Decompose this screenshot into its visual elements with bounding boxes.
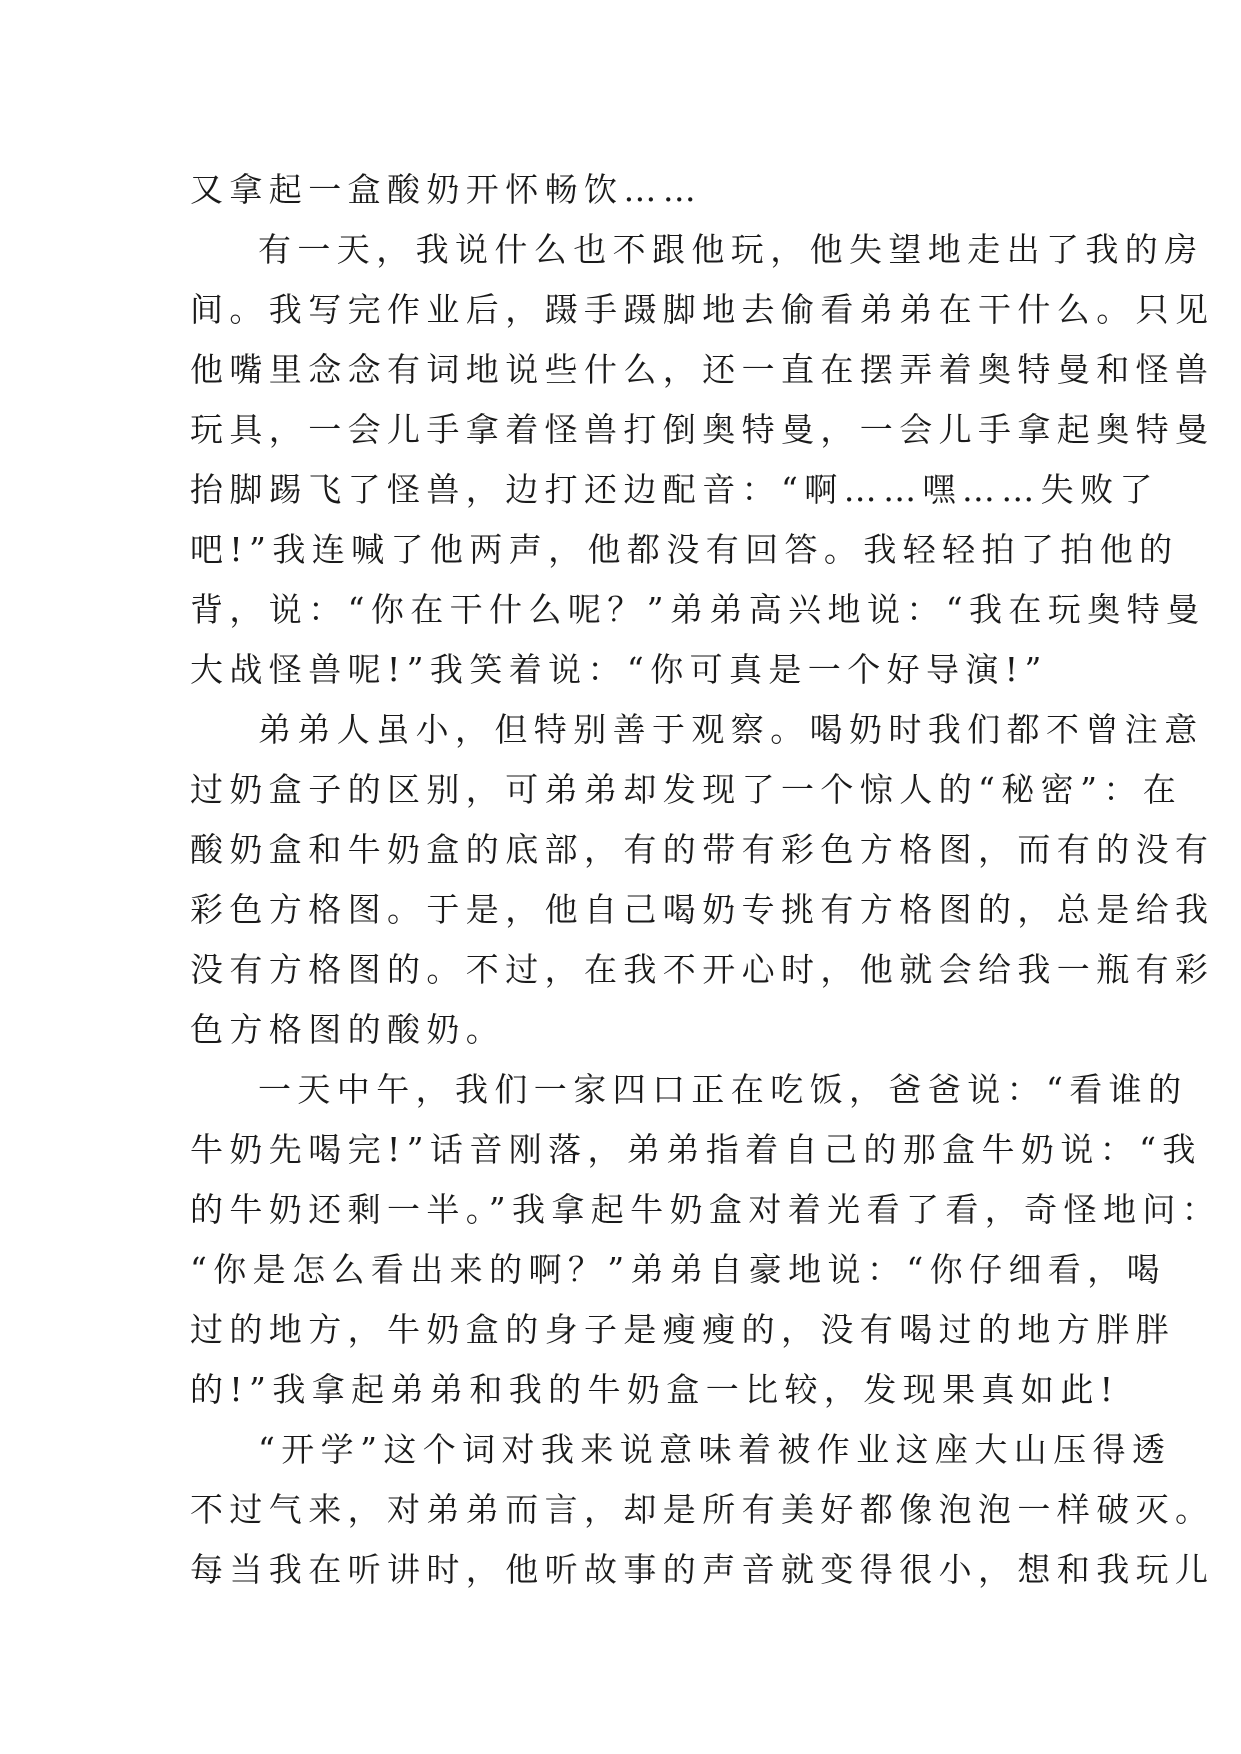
text-line: 他嘴里念念有词地说些什么，还一直在摆弄着奥特曼和怪兽 xyxy=(190,350,1215,389)
text-line: 抬脚踢飞了怪兽，边打还边配音：“啊……嘿……失败了 xyxy=(190,470,1159,509)
text-line: 酸奶盒和牛奶盒的底部，有的带有彩色方格图，而有的没有 xyxy=(190,830,1215,869)
text-line: 不过气来，对弟弟而言，却是所有美好都像泡泡一样破灭。 xyxy=(190,1490,1215,1529)
text-line: 的!”我拿起弟弟和我的牛奶盒一比较，发现果真如此! xyxy=(190,1370,1120,1409)
text-line: 色方格图的酸奶。 xyxy=(190,1010,506,1049)
text-line: 吧!”我连喊了他两声，他都没有回答。我轻轻拍了拍他的 xyxy=(190,530,1179,569)
text-line: “开学”这个词对我来说意味着被作业这座大山压得透 xyxy=(258,1430,1172,1469)
body-text xyxy=(190,160,1222,1600)
text-line: 背，说：“你在干什么呢？”弟弟高兴地说：“我在玩奥特曼 xyxy=(190,590,1206,629)
text-line: 没有方格图的。不过，在我不开心时，他就会给我一瓶有彩 xyxy=(190,950,1215,989)
text-line: 彩色方格图。于是，他自己喝奶专挑有方格图的，总是给我 xyxy=(190,890,1215,929)
text-line: 大战怪兽呢!”我笑着说：“你可真是一个好导演!” xyxy=(190,650,1048,689)
text-line: 玩具，一会儿手拿着怪兽打倒奥特曼，一会儿手拿起奥特曼 xyxy=(190,410,1215,449)
text-line: 一天中午，我们一家四口正在吃饭，爸爸说：“看谁的 xyxy=(258,1070,1188,1109)
text-line: 过奶盒子的区别，可弟弟却发现了一个惊人的“秘密”：在 xyxy=(190,770,1183,809)
text-line: 牛奶先喝完!”话音刚落，弟弟指着自己的那盒牛奶说：“我 xyxy=(190,1130,1202,1169)
text-line: 过的地方，牛奶盒的身子是瘦瘦的，没有喝过的地方胖胖 xyxy=(190,1310,1175,1349)
text-line: 间。我写完作业后，蹑手蹑脚地去偷看弟弟在干什么。只见 xyxy=(190,290,1215,329)
text-line: 又拿起一盒酸奶开怀畅饮…… xyxy=(190,170,703,209)
text-line: 有一天，我说什么也不跟他玩，他失望地走出了我的房 xyxy=(258,230,1204,269)
text-line: 弟弟人虽小，但特别善于观察。喝奶时我们都不曾注意 xyxy=(258,710,1204,749)
text-line: “你是怎么看出来的啊？”弟弟自豪地说：“你仔细看，喝 xyxy=(190,1250,1167,1289)
text-line: 每当我在听讲时，他听故事的声音就变得很小，想和我玩儿 xyxy=(190,1550,1215,1589)
text-line: 的牛奶还剩一半。”我拿起牛奶盒对着光看了看，奇怪地问： xyxy=(190,1190,1222,1229)
